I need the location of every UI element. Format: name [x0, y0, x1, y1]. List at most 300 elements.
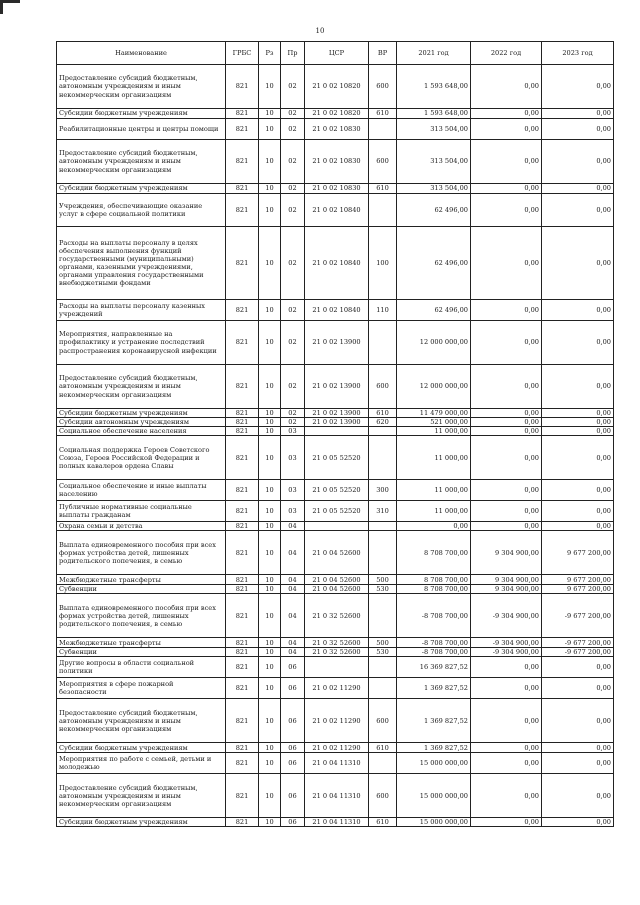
cell-csr: 21 0 04 52600	[305, 531, 369, 575]
cell-grbs: 821	[226, 184, 259, 194]
cell-pr: 06	[281, 753, 305, 774]
cell-name: Социальное обеспечение населения	[57, 427, 226, 436]
cell-rz: 10	[259, 194, 281, 227]
header-grbs: ГРБС	[226, 42, 259, 65]
cell-rz: 10	[259, 774, 281, 818]
cell-y2023: -9 677 200,00	[542, 648, 614, 657]
cell-y2022: -9 304 900,00	[471, 594, 542, 638]
cell-pr: 06	[281, 774, 305, 818]
cell-rz: 10	[259, 184, 281, 194]
cell-vr: 610	[369, 109, 397, 119]
cell-pr: 03	[281, 501, 305, 522]
cell-y2023: 0,00	[542, 300, 614, 321]
cell-name: Расходы на выплаты персоналу казенных учреждений	[57, 300, 226, 321]
scan-edge-mark	[0, 0, 3, 14]
cell-y2023: 0,00	[542, 321, 614, 365]
cell-y2022: 0,00	[471, 480, 542, 501]
cell-csr: 21 0 02 10840	[305, 194, 369, 227]
cell-csr: 21 0 02 10840	[305, 300, 369, 321]
cell-y2021: 15 000 000,00	[397, 818, 471, 827]
cell-rz: 10	[259, 480, 281, 501]
cell-rz: 10	[259, 678, 281, 699]
cell-y2021: -8 708 700,00	[397, 638, 471, 648]
header-csr: ЦСР	[305, 42, 369, 65]
cell-pr: 02	[281, 300, 305, 321]
cell-vr: 600	[369, 699, 397, 743]
cell-grbs: 821	[226, 678, 259, 699]
cell-grbs: 821	[226, 575, 259, 585]
cell-y2023: 0,00	[542, 365, 614, 409]
table-row	[57, 365, 614, 409]
table-row	[57, 699, 614, 743]
cell-csr: 21 0 05 52520	[305, 436, 369, 480]
table-row	[57, 480, 614, 501]
cell-y2021: 313 504,00	[397, 184, 471, 194]
cell-y2023: 0,00	[542, 657, 614, 678]
cell-y2021: -8 708 700,00	[397, 594, 471, 638]
cell-vr: 610	[369, 409, 397, 418]
cell-vr	[369, 436, 397, 480]
cell-name: Мероприятия в сфере пожарной безопасности	[57, 678, 226, 699]
cell-name: Другие вопросы в области социальной политики	[57, 657, 226, 678]
cell-csr	[305, 522, 369, 531]
table-header-row	[57, 42, 614, 65]
page-number: 10	[315, 27, 325, 35]
cell-csr: 21 0 02 13900	[305, 418, 369, 427]
cell-grbs: 821	[226, 743, 259, 753]
cell-pr: 06	[281, 657, 305, 678]
cell-csr: 21 0 02 10830	[305, 184, 369, 194]
cell-rz: 10	[259, 436, 281, 480]
table-row	[57, 575, 614, 585]
cell-y2021: 1 369 827,52	[397, 678, 471, 699]
cell-grbs: 821	[226, 119, 259, 140]
cell-grbs: 821	[226, 585, 259, 594]
cell-y2021: 11 479 000,00	[397, 409, 471, 418]
cell-rz: 10	[259, 427, 281, 436]
cell-y2021: 62 496,00	[397, 300, 471, 321]
table-row	[57, 648, 614, 657]
cell-y2022: 0,00	[471, 109, 542, 119]
cell-name: Субсидии бюджетным учреждениям	[57, 818, 226, 827]
cell-name: Субвенции	[57, 648, 226, 657]
cell-y2022: -9 304 900,00	[471, 648, 542, 657]
cell-csr: 21 0 02 10830	[305, 119, 369, 140]
cell-vr: 530	[369, 648, 397, 657]
cell-csr: 21 0 02 13900	[305, 409, 369, 418]
cell-y2021: 11 000,00	[397, 427, 471, 436]
cell-rz: 10	[259, 109, 281, 119]
cell-pr: 02	[281, 321, 305, 365]
cell-y2021: 12 000 000,00	[397, 365, 471, 409]
cell-vr: 310	[369, 501, 397, 522]
scan-edge-mark	[0, 0, 20, 3]
cell-y2021: 11 000,00	[397, 480, 471, 501]
cell-y2021: 1 593 648,00	[397, 109, 471, 119]
cell-pr: 02	[281, 365, 305, 409]
table-row	[57, 140, 614, 184]
cell-y2023: 0,00	[542, 480, 614, 501]
cell-y2023: 0,00	[542, 436, 614, 480]
table-row	[57, 638, 614, 648]
cell-vr: 620	[369, 418, 397, 427]
cell-vr	[369, 119, 397, 140]
cell-grbs: 821	[226, 300, 259, 321]
cell-name: Субсидии бюджетным учреждениям	[57, 743, 226, 753]
cell-y2022: 0,00	[471, 678, 542, 699]
cell-grbs: 821	[226, 753, 259, 774]
cell-y2022: 0,00	[471, 774, 542, 818]
header-2023: 2023 год	[542, 42, 614, 65]
table-row	[57, 585, 614, 594]
cell-rz: 10	[259, 409, 281, 418]
cell-y2021: 12 000 000,00	[397, 321, 471, 365]
cell-pr: 02	[281, 418, 305, 427]
cell-y2022: 0,00	[471, 194, 542, 227]
cell-y2022: 0,00	[471, 753, 542, 774]
cell-name: Мероприятия, направленные на профилактику и устранение последствий распространения коронавирусной инфекции	[57, 321, 226, 365]
cell-pr: 02	[281, 109, 305, 119]
cell-vr: 600	[369, 65, 397, 109]
cell-grbs: 821	[226, 418, 259, 427]
cell-name: Субсидии бюджетным учреждениям	[57, 109, 226, 119]
cell-vr	[369, 678, 397, 699]
table-row	[57, 184, 614, 194]
cell-y2023: -9 677 200,00	[542, 638, 614, 648]
cell-grbs: 821	[226, 140, 259, 184]
table-row	[57, 594, 614, 638]
cell-vr	[369, 194, 397, 227]
cell-rz: 10	[259, 119, 281, 140]
cell-vr: 100	[369, 227, 397, 300]
cell-pr: 06	[281, 678, 305, 699]
cell-grbs: 821	[226, 657, 259, 678]
cell-y2021: 11 000,00	[397, 436, 471, 480]
cell-y2021: 313 504,00	[397, 119, 471, 140]
header-name: Наименование	[57, 42, 226, 65]
cell-y2022: 0,00	[471, 522, 542, 531]
cell-name: Субсидии автономным учреждениям	[57, 418, 226, 427]
cell-y2021: 16 369 827,52	[397, 657, 471, 678]
cell-y2022: 0,00	[471, 743, 542, 753]
cell-y2022: 0,00	[471, 227, 542, 300]
table-row	[57, 321, 614, 365]
cell-grbs: 821	[226, 109, 259, 119]
cell-csr: 21 0 04 11310	[305, 818, 369, 827]
cell-y2021: 62 496,00	[397, 194, 471, 227]
cell-rz: 10	[259, 321, 281, 365]
cell-y2021: 313 504,00	[397, 140, 471, 184]
cell-csr: 21 0 04 11310	[305, 753, 369, 774]
cell-grbs: 821	[226, 480, 259, 501]
cell-grbs: 821	[226, 65, 259, 109]
cell-pr: 02	[281, 184, 305, 194]
cell-y2022: 0,00	[471, 409, 542, 418]
cell-pr: 02	[281, 227, 305, 300]
cell-name: Мероприятия по работе с семьей, детьми и молодежью	[57, 753, 226, 774]
cell-pr: 02	[281, 194, 305, 227]
cell-rz: 10	[259, 594, 281, 638]
cell-vr	[369, 753, 397, 774]
cell-grbs: 821	[226, 774, 259, 818]
cell-y2023: 0,00	[542, 65, 614, 109]
cell-rz: 10	[259, 531, 281, 575]
cell-y2022: 0,00	[471, 818, 542, 827]
cell-y2021: 0,00	[397, 522, 471, 531]
cell-name: Охрана семьи и детства	[57, 522, 226, 531]
cell-vr: 600	[369, 365, 397, 409]
cell-csr: 21 0 02 10840	[305, 227, 369, 300]
cell-name: Выплата единовременного пособия при всех формах устройства детей, лишенных родительского попечения, в семью	[57, 531, 226, 575]
cell-y2022: 0,00	[471, 436, 542, 480]
cell-y2021: 8 708 700,00	[397, 531, 471, 575]
cell-pr: 04	[281, 575, 305, 585]
cell-name: Учреждения, обеспечивающие оказание услуг в сфере социальной политики	[57, 194, 226, 227]
cell-csr: 21 0 05 52520	[305, 501, 369, 522]
cell-y2023: 0,00	[542, 227, 614, 300]
cell-grbs: 821	[226, 321, 259, 365]
cell-csr: 21 0 04 52600	[305, 585, 369, 594]
cell-pr: 06	[281, 699, 305, 743]
budget-table	[56, 41, 614, 827]
cell-y2022: 0,00	[471, 65, 542, 109]
cell-vr	[369, 427, 397, 436]
cell-name: Предоставление субсидий бюджетным, автономным учреждениям и иным некоммерческим организациям	[57, 65, 226, 109]
cell-csr: 21 0 02 13900	[305, 365, 369, 409]
cell-pr: 04	[281, 648, 305, 657]
table-row	[57, 678, 614, 699]
cell-y2021: 8 708 700,00	[397, 585, 471, 594]
cell-name: Субсидии бюджетным учреждениям	[57, 184, 226, 194]
cell-grbs: 821	[226, 365, 259, 409]
cell-rz: 10	[259, 522, 281, 531]
cell-grbs: 821	[226, 436, 259, 480]
cell-y2023: 0,00	[542, 522, 614, 531]
cell-rz: 10	[259, 743, 281, 753]
cell-vr	[369, 657, 397, 678]
header-vr: ВР	[369, 42, 397, 65]
cell-rz: 10	[259, 501, 281, 522]
cell-name: Межбюджетные трансферты	[57, 575, 226, 585]
cell-name: Межбюджетные трансферты	[57, 638, 226, 648]
cell-csr: 21 0 02 10830	[305, 140, 369, 184]
cell-pr: 04	[281, 531, 305, 575]
table-row	[57, 818, 614, 827]
cell-name: Реабилитационные центры и центры помощи	[57, 119, 226, 140]
cell-name: Субсидии бюджетным учреждениям	[57, 409, 226, 418]
cell-y2023: 0,00	[542, 119, 614, 140]
cell-csr	[305, 657, 369, 678]
cell-vr: 300	[369, 480, 397, 501]
header-2021: 2021 год	[397, 42, 471, 65]
cell-y2021: 1 369 827,52	[397, 743, 471, 753]
cell-name: Субвенции	[57, 585, 226, 594]
cell-y2023: 0,00	[542, 818, 614, 827]
table-row	[57, 753, 614, 774]
cell-grbs: 821	[226, 501, 259, 522]
cell-y2023: 0,00	[542, 774, 614, 818]
cell-y2023: 0,00	[542, 427, 614, 436]
cell-pr: 02	[281, 140, 305, 184]
cell-grbs: 821	[226, 409, 259, 418]
cell-y2021: 15 000 000,00	[397, 753, 471, 774]
cell-name: Социальное обеспечение и иные выплаты населению	[57, 480, 226, 501]
cell-y2021: 15 000 000,00	[397, 774, 471, 818]
table-row	[57, 522, 614, 531]
cell-pr: 02	[281, 119, 305, 140]
cell-grbs: 821	[226, 531, 259, 575]
cell-rz: 10	[259, 365, 281, 409]
cell-csr: 21 0 02 11290	[305, 699, 369, 743]
cell-y2023: 9 677 200,00	[542, 575, 614, 585]
table-row	[57, 774, 614, 818]
cell-rz: 10	[259, 648, 281, 657]
cell-vr: 530	[369, 585, 397, 594]
cell-name: Предоставление субсидий бюджетным, автономным учреждениям и иным некоммерческим организациям	[57, 365, 226, 409]
cell-y2023: 0,00	[542, 743, 614, 753]
cell-y2023: 0,00	[542, 753, 614, 774]
cell-rz: 10	[259, 140, 281, 184]
cell-y2021: 1 593 648,00	[397, 65, 471, 109]
table-row	[57, 657, 614, 678]
cell-y2023: 0,00	[542, 501, 614, 522]
cell-y2023: 0,00	[542, 109, 614, 119]
cell-pr: 04	[281, 638, 305, 648]
cell-grbs: 821	[226, 594, 259, 638]
table-row	[57, 436, 614, 480]
cell-y2022: 0,00	[471, 699, 542, 743]
cell-rz: 10	[259, 300, 281, 321]
cell-y2023: 0,00	[542, 184, 614, 194]
table-row	[57, 501, 614, 522]
cell-y2022: 0,00	[471, 501, 542, 522]
header-pr: Пр	[281, 42, 305, 65]
cell-vr: 110	[369, 300, 397, 321]
cell-rz: 10	[259, 699, 281, 743]
cell-y2022: 0,00	[471, 300, 542, 321]
header-rz: Рз	[259, 42, 281, 65]
cell-vr: 610	[369, 743, 397, 753]
cell-y2022: 0,00	[471, 140, 542, 184]
table-row	[57, 418, 614, 427]
table-row	[57, 427, 614, 436]
cell-grbs: 821	[226, 638, 259, 648]
table-row	[57, 531, 614, 575]
cell-csr: 21 0 02 11290	[305, 678, 369, 699]
table-row	[57, 119, 614, 140]
cell-name: Социальная поддержка Героев Советского Союза, Героев Российской Федерации и полных кавалеров ордена Славы	[57, 436, 226, 480]
cell-y2023: 0,00	[542, 194, 614, 227]
cell-y2021: -8 708 700,00	[397, 648, 471, 657]
cell-grbs: 821	[226, 648, 259, 657]
cell-y2021: 1 369 827,52	[397, 699, 471, 743]
cell-vr: 500	[369, 575, 397, 585]
table-row	[57, 409, 614, 418]
table-row	[57, 65, 614, 109]
cell-pr: 04	[281, 585, 305, 594]
table-row	[57, 227, 614, 300]
cell-pr: 03	[281, 436, 305, 480]
cell-name: Предоставление субсидий бюджетным, автономным учреждениям и иным некоммерческим организациям	[57, 699, 226, 743]
table-row	[57, 743, 614, 753]
cell-y2021: 521 000,00	[397, 418, 471, 427]
cell-vr	[369, 522, 397, 531]
cell-y2022: 0,00	[471, 427, 542, 436]
cell-pr: 03	[281, 427, 305, 436]
table-row	[57, 109, 614, 119]
cell-y2022: 0,00	[471, 321, 542, 365]
cell-vr: 500	[369, 638, 397, 648]
cell-rz: 10	[259, 585, 281, 594]
cell-name: Предоставление субсидий бюджетным, автономным учреждениям и иным некоммерческим организациям	[57, 774, 226, 818]
cell-y2022: 9 304 900,00	[471, 585, 542, 594]
cell-y2023: -9 677 200,00	[542, 594, 614, 638]
cell-grbs: 821	[226, 818, 259, 827]
cell-y2022: 9 304 900,00	[471, 575, 542, 585]
cell-rz: 10	[259, 638, 281, 648]
cell-pr: 03	[281, 480, 305, 501]
cell-rz: 10	[259, 227, 281, 300]
cell-csr	[305, 427, 369, 436]
cell-y2022: 0,00	[471, 418, 542, 427]
cell-y2023: 0,00	[542, 699, 614, 743]
cell-rz: 10	[259, 753, 281, 774]
header-2022: 2022 год	[471, 42, 542, 65]
cell-y2023: 9 677 200,00	[542, 585, 614, 594]
cell-csr: 21 0 32 52600	[305, 638, 369, 648]
cell-y2021: 62 496,00	[397, 227, 471, 300]
cell-pr: 06	[281, 743, 305, 753]
cell-grbs: 821	[226, 427, 259, 436]
cell-y2022: 0,00	[471, 657, 542, 678]
cell-csr: 21 0 04 52600	[305, 575, 369, 585]
cell-vr: 610	[369, 818, 397, 827]
cell-y2023: 0,00	[542, 418, 614, 427]
cell-csr: 21 0 04 11310	[305, 774, 369, 818]
cell-rz: 10	[259, 818, 281, 827]
cell-y2022: 0,00	[471, 365, 542, 409]
cell-grbs: 821	[226, 194, 259, 227]
table-row	[57, 300, 614, 321]
cell-csr: 21 0 02 10820	[305, 109, 369, 119]
cell-y2023: 0,00	[542, 140, 614, 184]
cell-vr: 600	[369, 140, 397, 184]
cell-pr: 02	[281, 409, 305, 418]
cell-csr: 21 0 02 10820	[305, 65, 369, 109]
cell-grbs: 821	[226, 522, 259, 531]
cell-pr: 02	[281, 65, 305, 109]
cell-rz: 10	[259, 65, 281, 109]
cell-pr: 04	[281, 594, 305, 638]
cell-csr: 21 0 02 11290	[305, 743, 369, 753]
cell-y2022: 0,00	[471, 119, 542, 140]
cell-vr	[369, 594, 397, 638]
cell-vr	[369, 321, 397, 365]
cell-y2022: 0,00	[471, 184, 542, 194]
cell-y2023: 0,00	[542, 678, 614, 699]
cell-rz: 10	[259, 657, 281, 678]
cell-vr: 610	[369, 184, 397, 194]
cell-csr: 21 0 05 52520	[305, 480, 369, 501]
cell-y2022: 9 304 900,00	[471, 531, 542, 575]
cell-rz: 10	[259, 418, 281, 427]
cell-y2023: 9 677 200,00	[542, 531, 614, 575]
cell-csr: 21 0 02 13900	[305, 321, 369, 365]
cell-vr: 600	[369, 774, 397, 818]
cell-y2021: 11 000,00	[397, 501, 471, 522]
cell-name: Предоставление субсидий бюджетным, автономным учреждениям и иным некоммерческим организациям	[57, 140, 226, 184]
cell-rz: 10	[259, 575, 281, 585]
